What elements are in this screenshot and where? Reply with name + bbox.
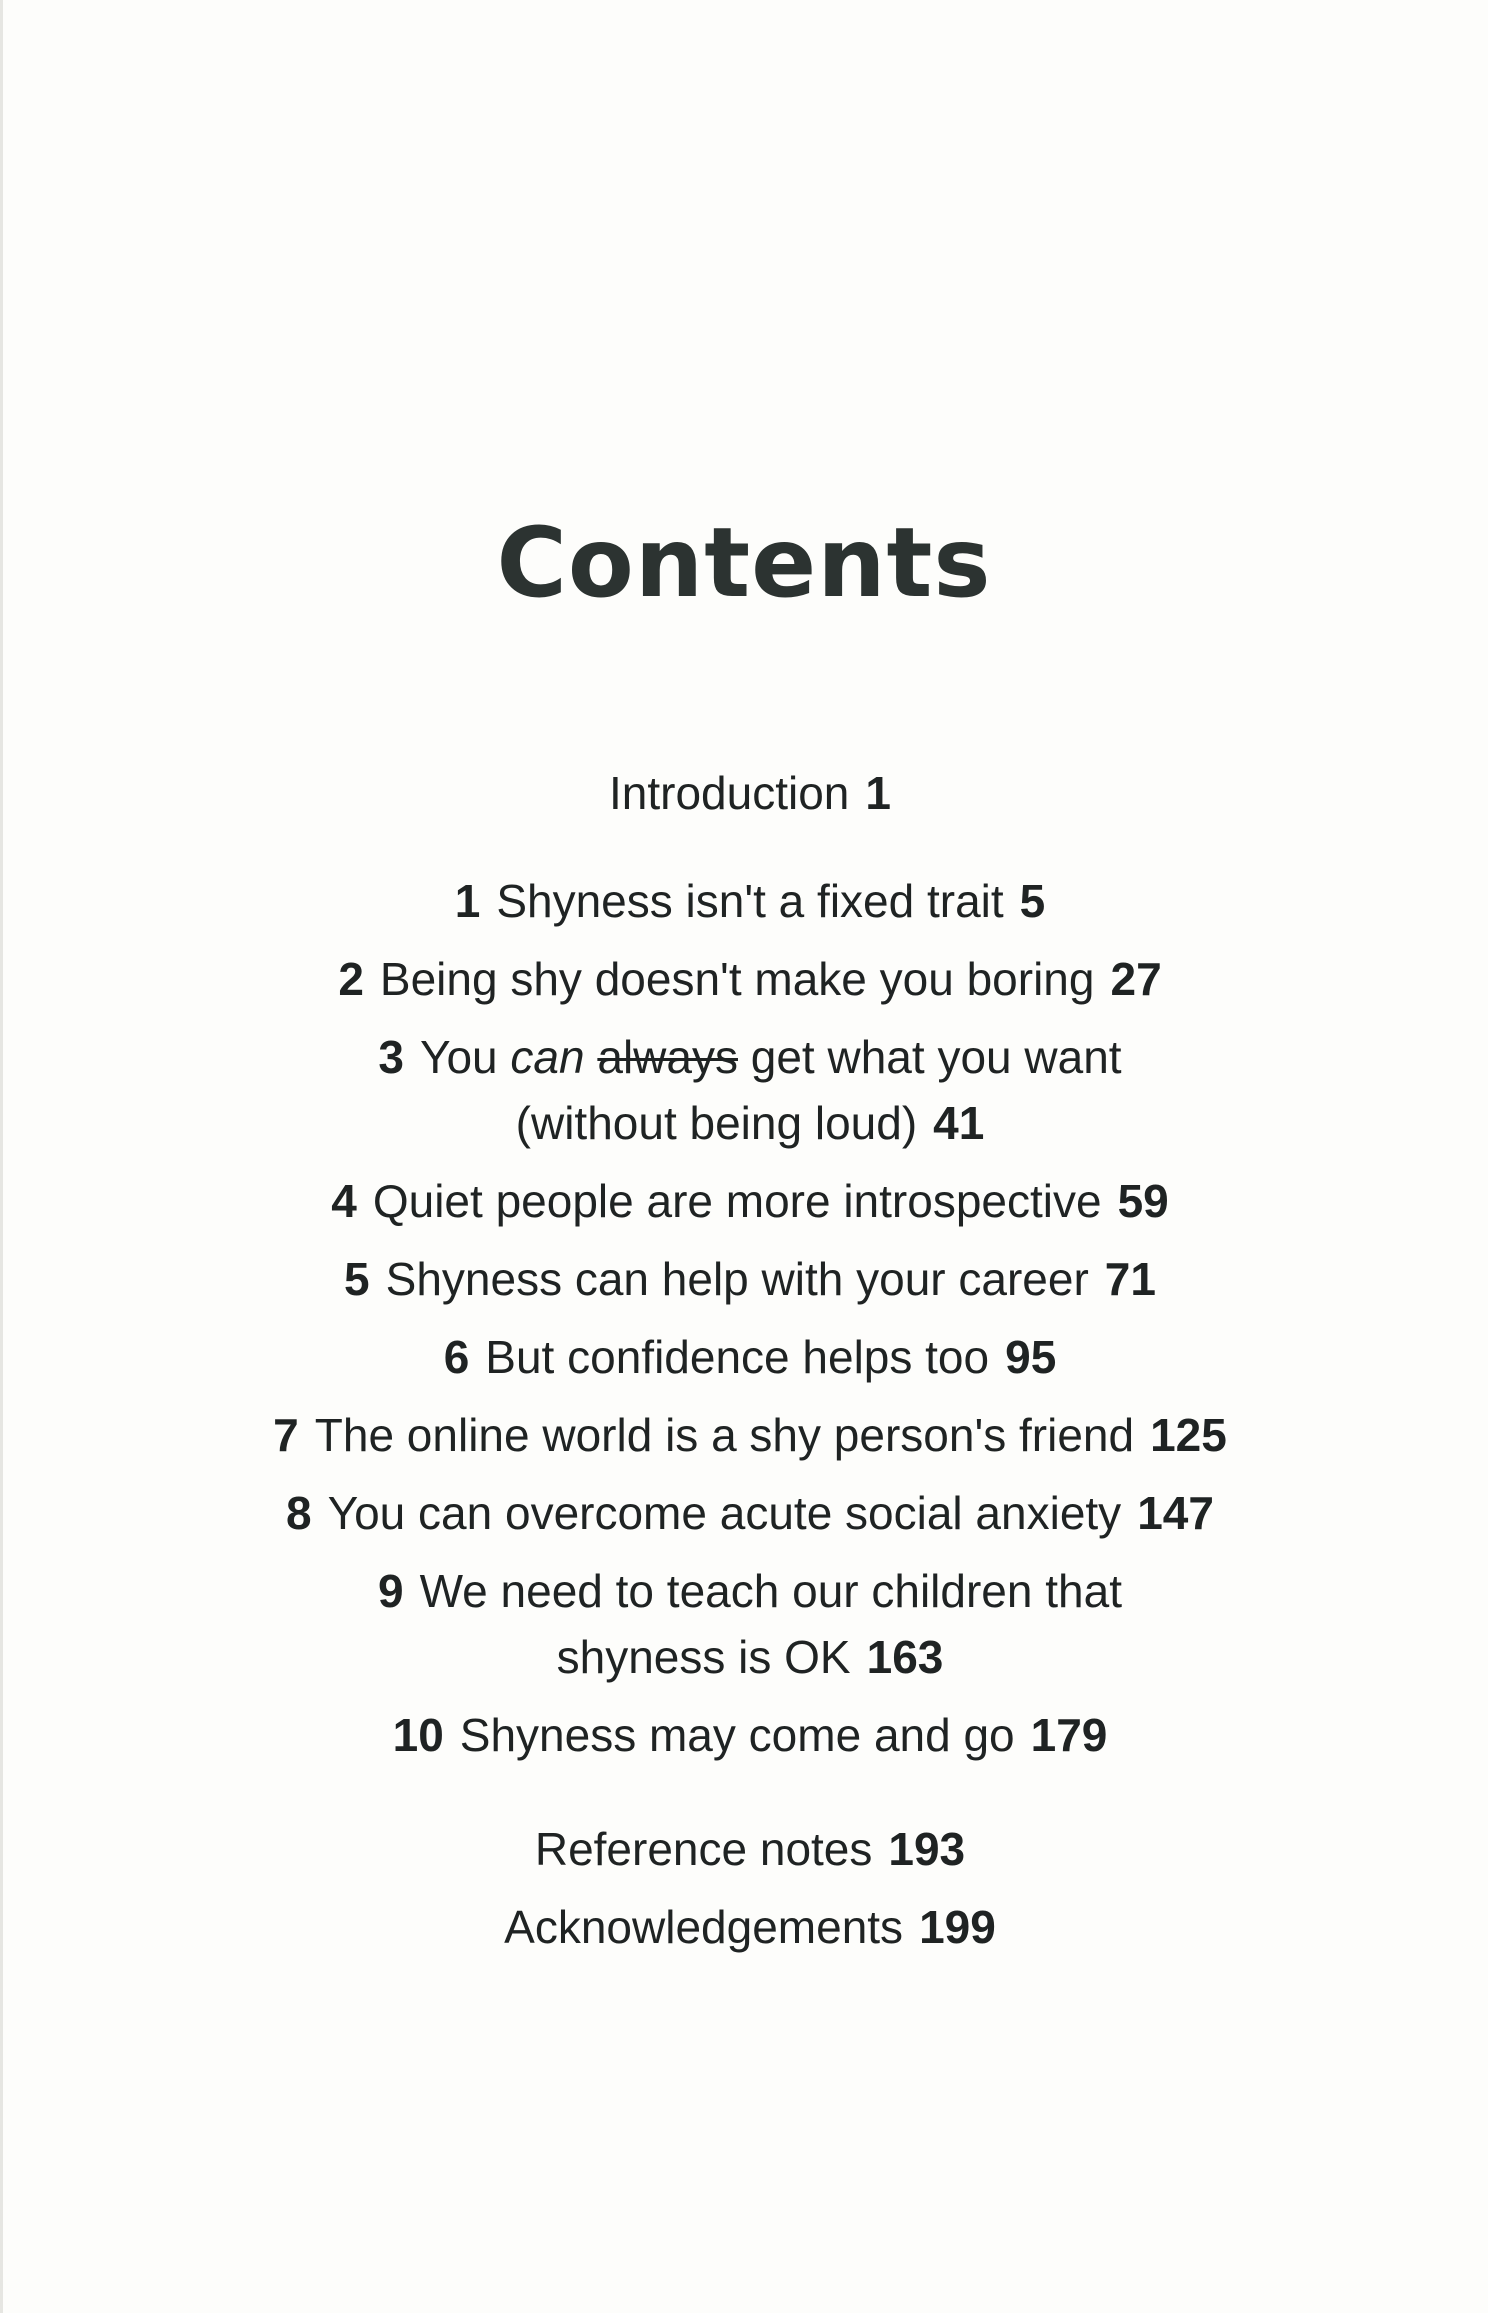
chapter-title-line-1 (140, 1024, 1360, 1090)
chapter-title-line-1 (140, 1558, 1360, 1624)
entry-page-number: 163 (866, 1631, 944, 1683)
chapter-number: 2 (338, 953, 364, 1005)
chapter-title-struck: always (597, 1031, 738, 1083)
entry-page-number: 1 (865, 767, 891, 819)
entry-page-number: 125 (1150, 1409, 1227, 1461)
chapter-title: Being shy doesn't make you boring (379, 953, 1095, 1005)
toc-entry-chapter-8[interactable] (140, 1480, 1360, 1546)
entry-page-number: 199 (919, 1901, 996, 1953)
chapter-number: 4 (331, 1175, 357, 1227)
chapter-title-line-2 (140, 1624, 1360, 1690)
chapter-number: 8 (286, 1487, 312, 1539)
chapter-title-part: (without being loud) (515, 1097, 918, 1149)
toc-entry-chapter-2[interactable] (140, 946, 1360, 1012)
chapter-title-part: shyness is OK (556, 1631, 851, 1683)
toc-entry-chapter-6[interactable] (140, 1324, 1360, 1390)
page-edge (0, 0, 3, 2313)
chapter-title-italic: can (510, 1031, 585, 1083)
page-title: Contents (496, 507, 992, 619)
chapter-title: Shyness may come and go (459, 1709, 1015, 1761)
chapter-title-part: We need to teach our children that (419, 1565, 1122, 1617)
chapter-number: 7 (273, 1409, 299, 1461)
toc-entry-chapter-1[interactable] (140, 868, 1360, 934)
toc-entry-chapter-7[interactable] (140, 1402, 1360, 1468)
entry-label: Reference notes (534, 1823, 873, 1875)
chapter-title-part: get what you want (750, 1031, 1122, 1083)
entry-page-number: 27 (1110, 953, 1162, 1005)
toc-entry-chapter-3[interactable] (140, 1024, 1360, 1156)
entry-label: Acknowledgements (504, 1901, 904, 1953)
chapter-title-part: You (420, 1031, 498, 1083)
chapter-title-line-2 (140, 1090, 1360, 1156)
chapter-title: Shyness isn't a fixed trait (496, 875, 1004, 927)
entry-label: Introduction (609, 767, 850, 819)
chapter-title: The online world is a shy person's friend (314, 1409, 1135, 1461)
entry-page-number: 95 (1005, 1331, 1057, 1383)
entry-page-number: 59 (1117, 1175, 1169, 1227)
toc-entry-acknowledgements[interactable] (140, 1894, 1360, 1960)
entry-page-number: 41 (933, 1097, 985, 1149)
chapter-number: 5 (344, 1253, 370, 1305)
chapter-number: 6 (443, 1331, 470, 1383)
toc-entry-chapter-10[interactable] (140, 1702, 1360, 1768)
toc-entry-chapter-9[interactable] (140, 1558, 1360, 1690)
toc-entry-chapter-5[interactable] (140, 1246, 1360, 1312)
toc-entry-reference-notes[interactable] (140, 1816, 1360, 1882)
chapter-title: Shyness can help with your career (385, 1253, 1089, 1305)
entry-page-number: 71 (1104, 1253, 1156, 1305)
chapter-number: 1 (454, 875, 481, 927)
toc-entry-introduction[interactable] (140, 760, 1360, 826)
chapter-number: 3 (378, 1031, 405, 1083)
chapter-number: 9 (378, 1565, 404, 1617)
entry-page-number: 5 (1019, 875, 1046, 927)
entry-page-number: 147 (1137, 1487, 1214, 1539)
entry-page-number: 193 (888, 1823, 966, 1875)
entry-page-number: 179 (1030, 1709, 1108, 1761)
chapter-number: 10 (392, 1709, 444, 1761)
chapter-title: But confidence helps too (485, 1331, 990, 1383)
toc-entry-chapter-4[interactable] (140, 1168, 1360, 1234)
chapter-title: Quiet people are more introspective (372, 1175, 1102, 1227)
chapter-title: You can overcome acute social anxiety (327, 1487, 1122, 1539)
